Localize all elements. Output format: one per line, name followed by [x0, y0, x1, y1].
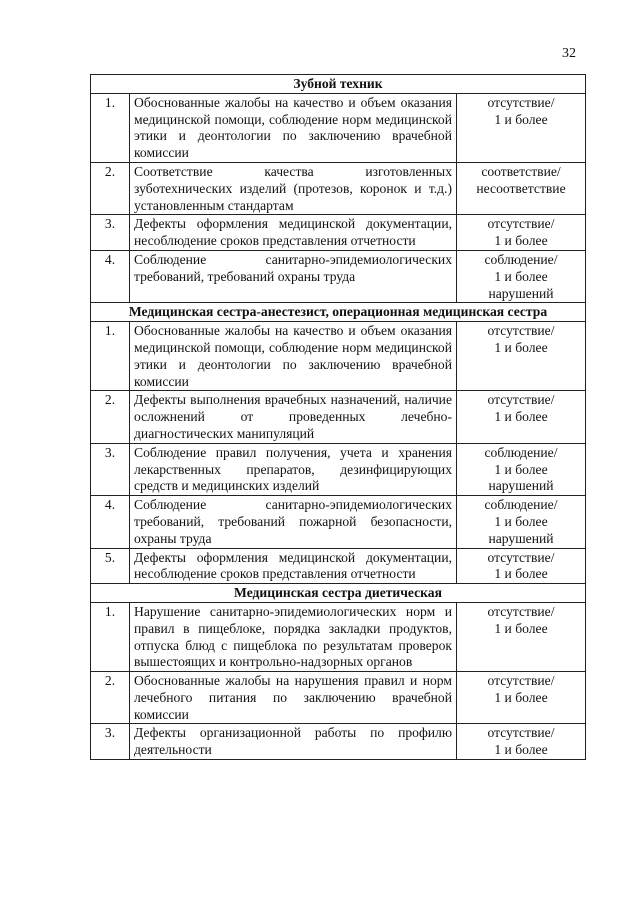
criterion-description: Дефекты выполнения врачебных назначений, наличие осложнений от проведенных лечебно-диагностических манипуляций	[130, 391, 457, 443]
row-number: 1.	[91, 93, 130, 162]
row-number: 2.	[91, 162, 130, 214]
row-number: 3.	[91, 443, 130, 495]
criterion-status	[457, 162, 586, 214]
criterion-description: Нарушение санитарно-эпидемиологических норм и правил в пищеблоке, порядка закладки продуктов, отпуска блюд с пищеблока по результатам проверок вышестоящих и контрольно-надзорных органов	[130, 602, 457, 671]
status-line: 1 и более	[494, 268, 548, 284]
status-line: соответствие/	[481, 163, 561, 179]
criterion-description: Соблюдение санитарно-эпидемиологических требований, требований пожарной безопасности, охраны труда	[130, 496, 457, 548]
status-line: соблюдение/	[484, 497, 558, 513]
table-row	[91, 391, 586, 443]
status-line: нарушений	[488, 530, 554, 546]
status-line: 1 и более	[494, 461, 548, 477]
status-line: отсутствие/	[487, 673, 555, 689]
status-line: отсутствие/	[487, 216, 555, 232]
status-line: отсутствие/	[487, 323, 555, 339]
criterion-status	[457, 548, 586, 584]
row-number: 1.	[91, 602, 130, 671]
page-number: 32	[562, 46, 576, 61]
criterion-status	[457, 602, 586, 671]
criterion-status	[457, 215, 586, 251]
criterion-description: Дефекты оформления медицинской документации, несоблюдение сроков представления отчетности	[130, 215, 457, 251]
status-line: отсутствие/	[487, 94, 555, 110]
row-number: 1.	[91, 322, 130, 391]
status-line: 1 и более	[494, 513, 548, 529]
criterion-description: Обоснованные жалобы на качество и объем оказания медицинской помощи, соблюдение норм медицинской этики и деонтологии по заключению врачебной комиссии	[130, 322, 457, 391]
table-row	[91, 215, 586, 251]
section-header-row	[91, 303, 586, 322]
status-line: нарушений	[488, 478, 554, 494]
criterion-status	[457, 250, 586, 302]
status-line: 1 и более	[494, 689, 548, 705]
status-line: отсутствие/	[487, 549, 555, 565]
table-row	[91, 672, 586, 724]
criteria-table	[90, 74, 586, 760]
row-number: 3.	[91, 215, 130, 251]
criterion-description: Дефекты организационной работы по профилю деятельности	[130, 724, 457, 760]
criterion-status	[457, 724, 586, 760]
section-title: Медицинская сестра-анестезист, операционная медицинская сестра	[91, 303, 586, 322]
row-number: 2.	[91, 391, 130, 443]
section-header-row	[91, 584, 586, 603]
status-line: 1 и более	[494, 233, 548, 249]
criterion-status	[457, 672, 586, 724]
criterion-description: Соответствие качества изготовленных зуботехнических изделий (протезов, коронок и т.д.) установленным стандартам	[130, 162, 457, 214]
table-row	[91, 162, 586, 214]
table-row	[91, 93, 586, 162]
status-line: соблюдение/	[484, 444, 558, 460]
section-header-row	[91, 75, 586, 94]
table-row	[91, 602, 586, 671]
status-line: 1 и более	[494, 111, 548, 127]
row-number: 4.	[91, 250, 130, 302]
status-line: 1 и более	[494, 742, 548, 758]
criterion-description: Соблюдение правил получения, учета и хранения лекарственных препаратов, дезинфицирующих средств и медицинских изделий	[130, 443, 457, 495]
table-row	[91, 548, 586, 584]
criterion-status	[457, 496, 586, 548]
criterion-status	[457, 93, 586, 162]
status-line: несоответствие	[476, 180, 566, 196]
section-title: Зубной техник	[91, 75, 586, 94]
status-line: нарушений	[488, 285, 554, 301]
criterion-description: Соблюдение санитарно-эпидемиологических требований, требований охраны труда	[130, 250, 457, 302]
status-line: 1 и более	[494, 409, 548, 425]
row-number: 3.	[91, 724, 130, 760]
criterion-description: Обоснованные жалобы на качество и объем оказания медицинской помощи, соблюдение норм медицинской этики и деонтологии по заключению врачебной комиссии	[130, 93, 457, 162]
status-line: 1 и более	[494, 339, 548, 355]
row-number: 2.	[91, 672, 130, 724]
status-line: 1 и более	[494, 566, 548, 582]
criterion-description: Обоснованные жалобы на нарушения правил и норм лечебного питания по заключению врачебной комиссии	[130, 672, 457, 724]
table-row	[91, 443, 586, 495]
table-row	[91, 496, 586, 548]
criterion-status	[457, 322, 586, 391]
section-title: Медицинская сестра диетическая	[91, 584, 586, 603]
table-row	[91, 322, 586, 391]
status-line: отсутствие/	[487, 392, 555, 408]
status-line: отсутствие/	[487, 725, 555, 741]
criterion-description: Дефекты оформления медицинской документации, несоблюдение сроков представления отчетности	[130, 548, 457, 584]
table-row	[91, 724, 586, 760]
status-line: соблюдение/	[484, 251, 558, 267]
row-number: 5.	[91, 548, 130, 584]
criterion-status	[457, 391, 586, 443]
status-line: 1 и более	[494, 620, 548, 636]
status-line: отсутствие/	[487, 603, 555, 619]
row-number: 4.	[91, 496, 130, 548]
table-row	[91, 250, 586, 302]
criterion-status	[457, 443, 586, 495]
